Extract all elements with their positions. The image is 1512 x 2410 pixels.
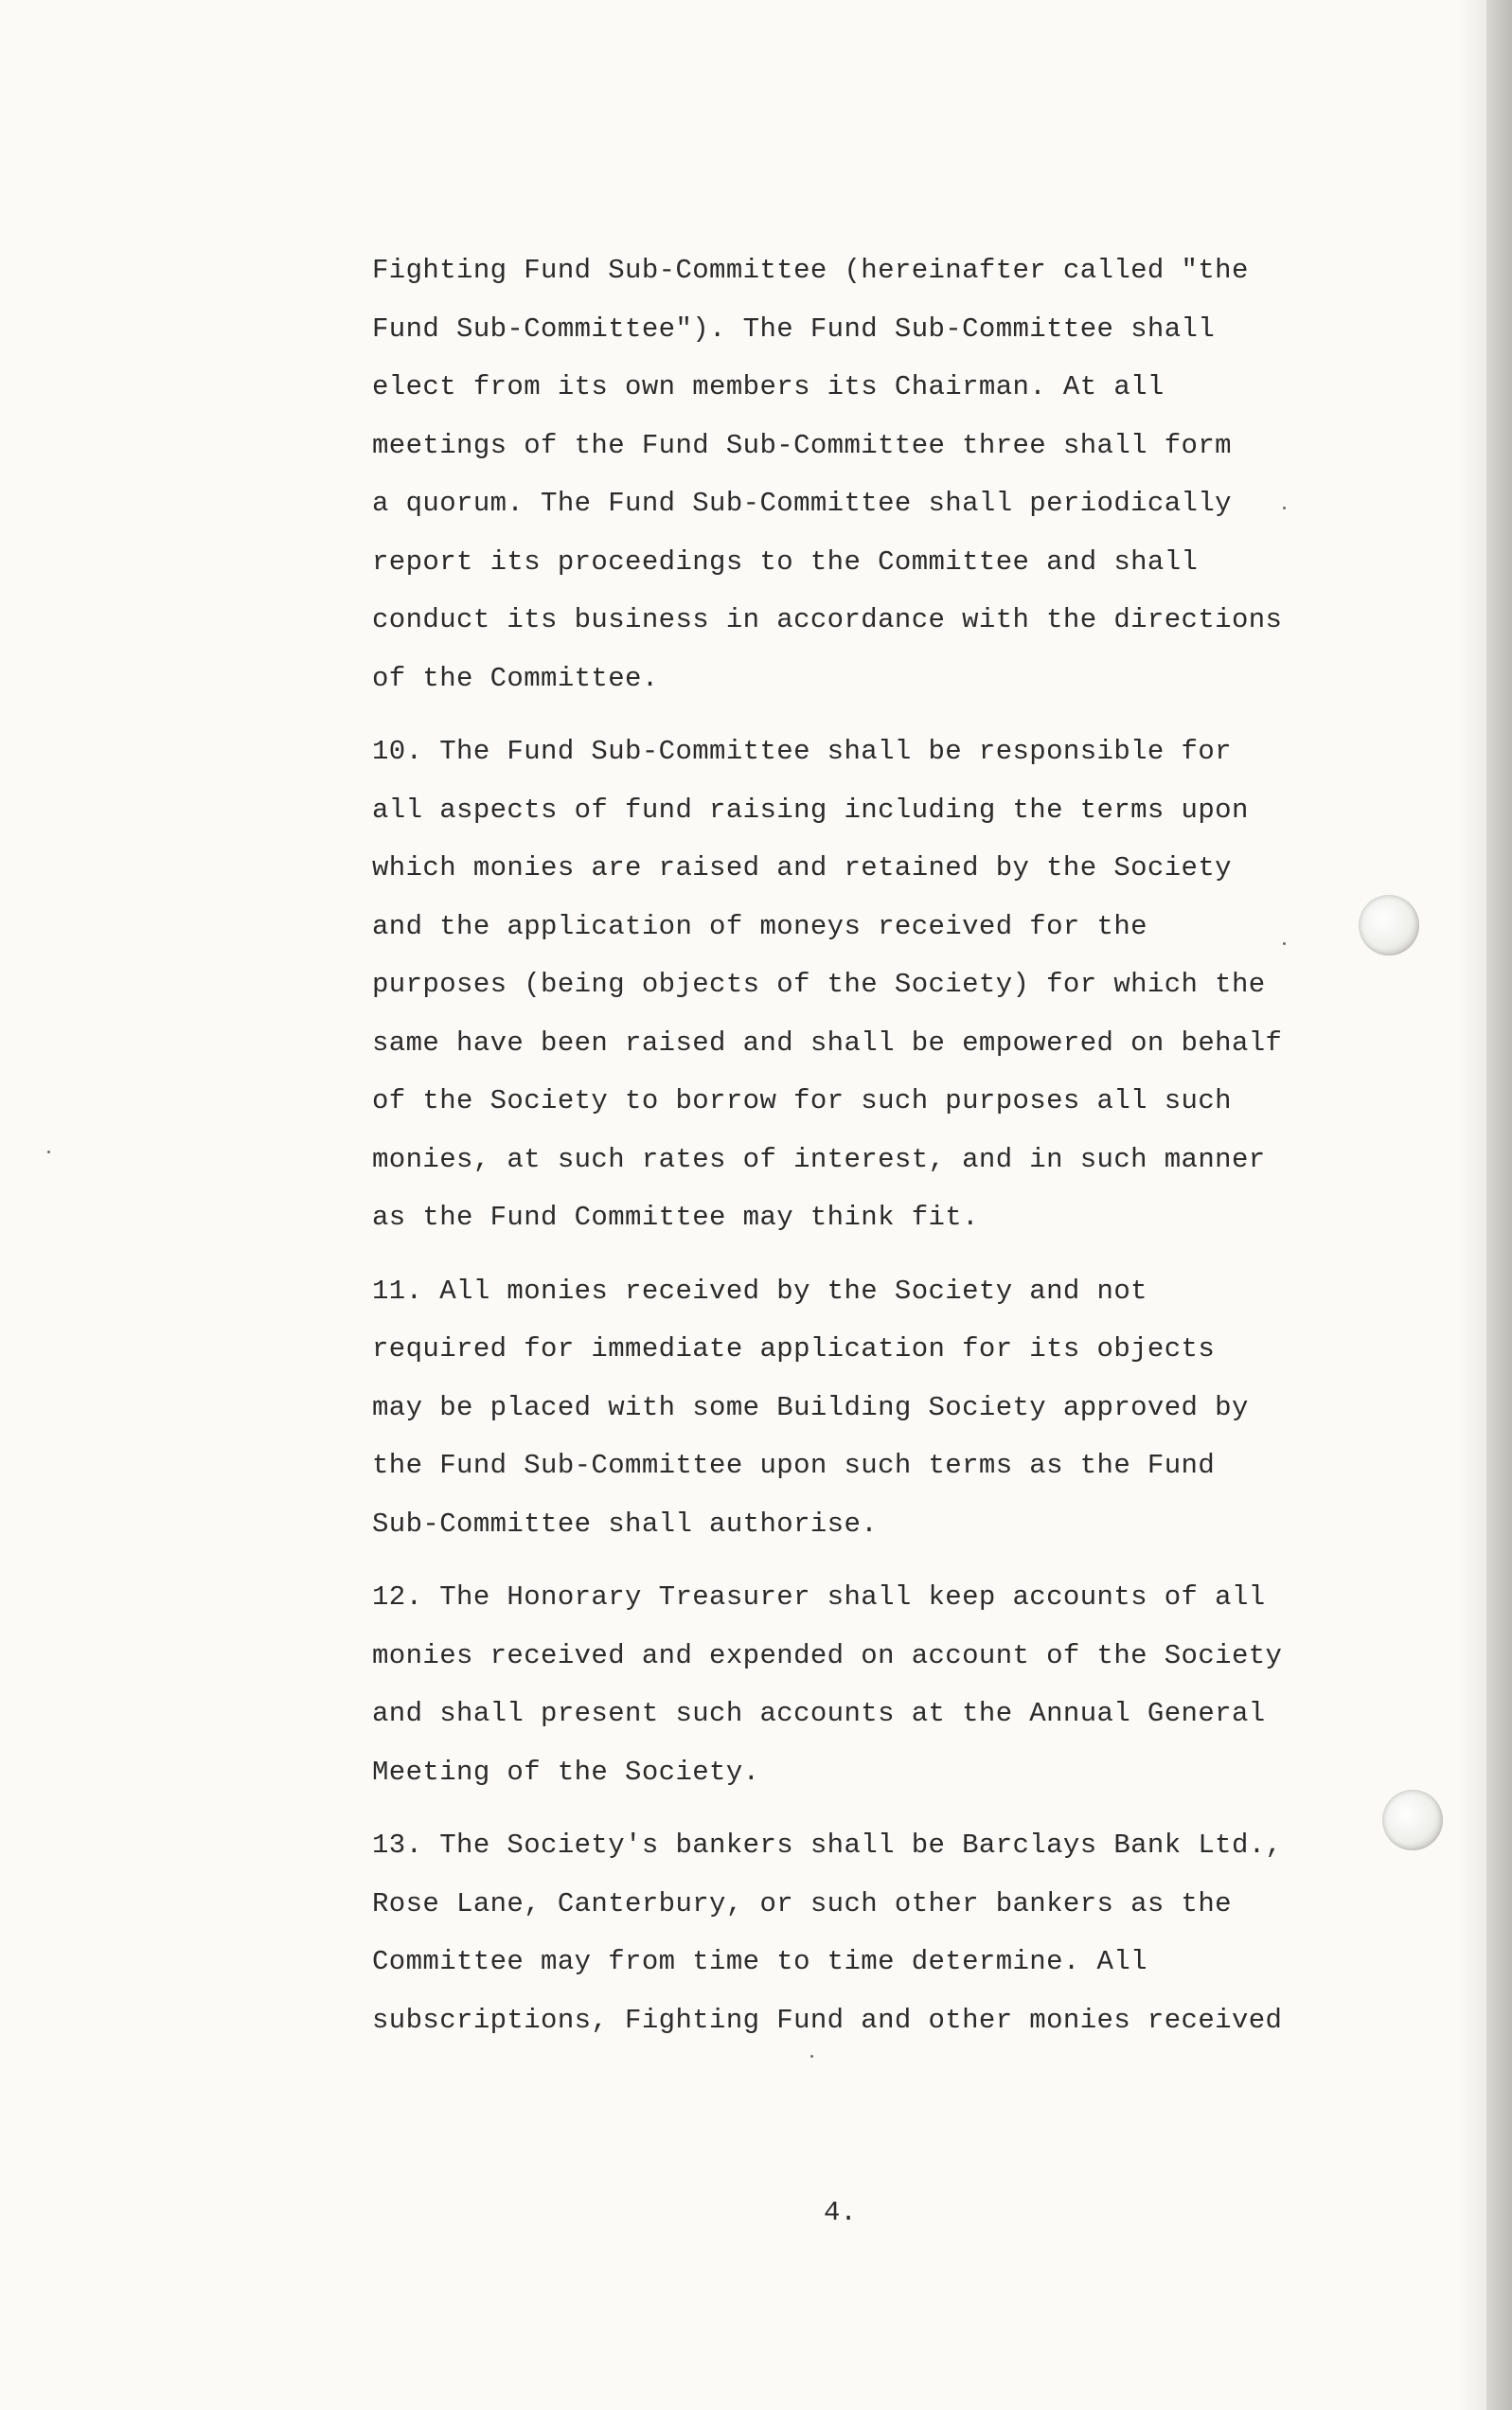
page-edge — [1486, 0, 1512, 2410]
paragraph-fund-sub-committee: Fighting Fund Sub-Committee (hereinafter called "the Fund Sub-Committee"). The Fund Sub-Committee shall elect from its own members its Chairman. At all meetings of the Fund Sub-Committee three shall form a quorum. The Fund Sub-Committee shall periodically report its proceedings to the Committee and shall conduct its business in accordance with the directions of the Committee. — [372, 255, 1283, 694]
paragraph-clause-11: 11. All monies received by the Society and not required for immediate application for its objects may be placed with some Building Society approved by the Fund Sub-Committee upon such terms as the Fund Sub-Committee shall authorise. — [372, 1275, 1249, 1540]
paper-speck — [47, 1151, 50, 1153]
paragraph-clause-13: 13. The Society's bankers shall be Barclays Bank Ltd., Rose Lane, Canterbury, or such other bankers as the Committee may from time to time determine. All subscriptions, Fighting Fund and other monies received — [372, 1830, 1283, 2036]
paragraph-clause-12: 12. The Honorary Treasurer shall keep accounts of all monies received and expended on account of the Society and shall present such accounts at the Annual General Meeting of the Society. — [372, 1581, 1283, 1788]
punch-hole-lower — [1382, 1790, 1443, 1850]
document-body — [372, 241, 1376, 2064]
page-number: 4. — [824, 2197, 857, 2228]
paragraph-clause-10: 10. The Fund Sub-Committee shall be responsible for all aspects of fund raising including the terms upon which monies are raised and retained by the Society and the application of moneys received for the purposes (being objects of the Society) for which the same have been raised and shall be empowered on behalf of the Society to borrow for such purposes all such monies, at such rates of interest, and in such manner as the Fund Committee may think fit. — [372, 736, 1283, 1233]
page-fold-shadow — [1458, 0, 1486, 2410]
